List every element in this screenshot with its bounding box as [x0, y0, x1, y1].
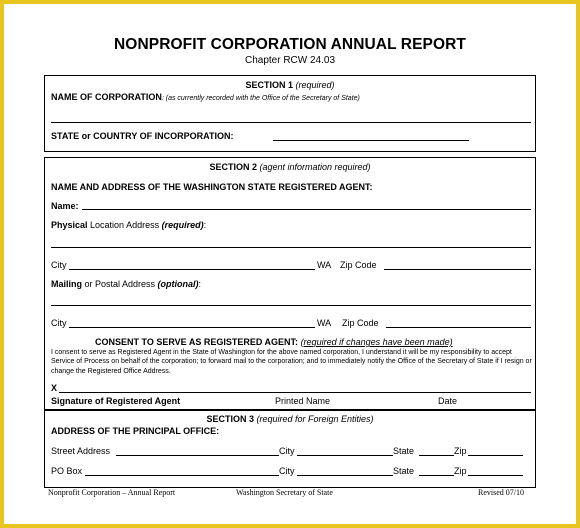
street-address-field[interactable] — [116, 455, 279, 456]
consent-text: I consent to serve as Registered Agent in the State of Washington for the above named corporation, I understand it will be my responsibility to accept Service of Process on behalf of the corporation; to forward mail to the corporation; and to immediately notify the Office of the Secretary of State if I resign or change the Registered Office Address. — [51, 349, 532, 375]
physical-address-label — [51, 220, 206, 230]
footer-center: Washington Secretary of State — [236, 488, 333, 497]
mailing-label-rest: or Postal Address — [82, 279, 158, 289]
street-state-label: State — [393, 446, 415, 456]
po-zip-field[interactable] — [468, 475, 523, 476]
street-city-label: City — [279, 446, 295, 456]
section-2-heading — [45, 162, 535, 172]
physical-label-bold: Physical — [51, 220, 88, 230]
section-1-heading — [45, 80, 535, 90]
po-state-label: State — [393, 466, 415, 476]
date-label: Date — [438, 396, 458, 406]
corporation-name-field[interactable] — [51, 122, 531, 123]
mailing-zip-field[interactable] — [386, 327, 531, 328]
mailing-city-field[interactable] — [69, 327, 315, 328]
printed-name-label: Printed Name — [275, 396, 331, 406]
section-3-heading — [45, 414, 535, 424]
physical-city-field[interactable] — [69, 269, 315, 270]
signature-x-mark: X — [51, 383, 58, 393]
mailing-zip-label: Zip Code — [342, 318, 379, 328]
signature-label: Signature of Registered Agent — [51, 396, 181, 406]
document-page — [4, 4, 576, 524]
physical-city-label: City — [51, 260, 67, 270]
po-state-field[interactable] — [419, 475, 454, 476]
agent-name-label: Name: — [51, 201, 79, 211]
section-3-note-post: ) — [370, 414, 374, 424]
po-box-label: PO Box — [51, 466, 83, 476]
physical-required: (required) — [161, 220, 204, 230]
po-zip-label: Zip — [454, 466, 467, 476]
physical-address-field[interactable] — [51, 247, 531, 248]
po-city-label: City — [279, 466, 295, 476]
street-city-field[interactable] — [297, 455, 393, 456]
document-subtitle: Chapter RCW 24.03 — [244, 55, 336, 66]
street-zip-label: Zip — [454, 446, 467, 456]
corporation-name-note: : (as currently recorded with the Office of the Secretary of State) — [161, 95, 360, 102]
agent-name-field[interactable] — [82, 209, 531, 210]
section-3-note-bold: Foreign Entities — [308, 414, 371, 424]
document-title: NONPROFIT CORPORATION ANNUAL REPORT — [114, 36, 466, 53]
section-3-note-pre: (required for — [256, 414, 309, 424]
corporation-name-label — [51, 92, 360, 102]
footer-left: Nonprofit Corporation – Annual Report — [48, 488, 176, 497]
po-city-field[interactable] — [297, 475, 393, 476]
po-box-field[interactable] — [85, 475, 279, 476]
mailing-state-wa: WA — [317, 318, 332, 328]
physical-colon: : — [203, 220, 207, 230]
section-3-title: SECTION 3 — [206, 414, 254, 424]
section-2-title: SECTION 2 — [209, 162, 257, 172]
mailing-optional: (optional) — [157, 279, 199, 289]
physical-zip-field[interactable] — [384, 269, 531, 270]
consent-note: (required if changes have been made) — [300, 337, 453, 347]
section-1-box — [44, 75, 536, 152]
section-3-box — [44, 410, 536, 488]
street-zip-field[interactable] — [468, 455, 523, 456]
section-2-note: (agent information required) — [259, 162, 371, 172]
mailing-label-bold: Mailing — [51, 279, 82, 289]
mailing-address-label — [51, 279, 201, 289]
corporation-name-label-text: NAME OF CORPORATION — [51, 92, 162, 102]
consent-heading — [95, 337, 453, 347]
consent-heading-text: CONSENT TO SERVE AS REGISTERED AGENT: — [95, 337, 299, 347]
registered-agent-heading: NAME AND ADDRESS OF THE WASHINGTON STATE REGISTERED AGENT: — [51, 182, 373, 192]
physical-label-rest: Location Address — [87, 220, 162, 230]
section-2-box — [44, 157, 536, 410]
footer-right: Revised 07/10 — [478, 488, 524, 497]
mailing-address-field[interactable] — [51, 305, 531, 306]
signature-field[interactable] — [59, 392, 531, 393]
section-1-title: SECTION 1 — [245, 80, 293, 90]
section-1-note: (required) — [295, 80, 335, 90]
mailing-city-label: City — [51, 318, 67, 328]
state-of-incorporation-label: STATE or COUNTRY OF INCORPORATION: — [51, 131, 234, 141]
physical-zip-label: Zip Code — [340, 260, 377, 270]
state-of-incorporation-field[interactable] — [273, 140, 469, 141]
street-state-field[interactable] — [419, 455, 454, 456]
principal-office-heading: ADDRESS OF THE PRINCIPAL OFFICE: — [51, 426, 220, 436]
physical-state-wa: WA — [317, 260, 332, 270]
street-address-label: Street Address — [51, 446, 111, 456]
mailing-colon: : — [198, 279, 202, 289]
